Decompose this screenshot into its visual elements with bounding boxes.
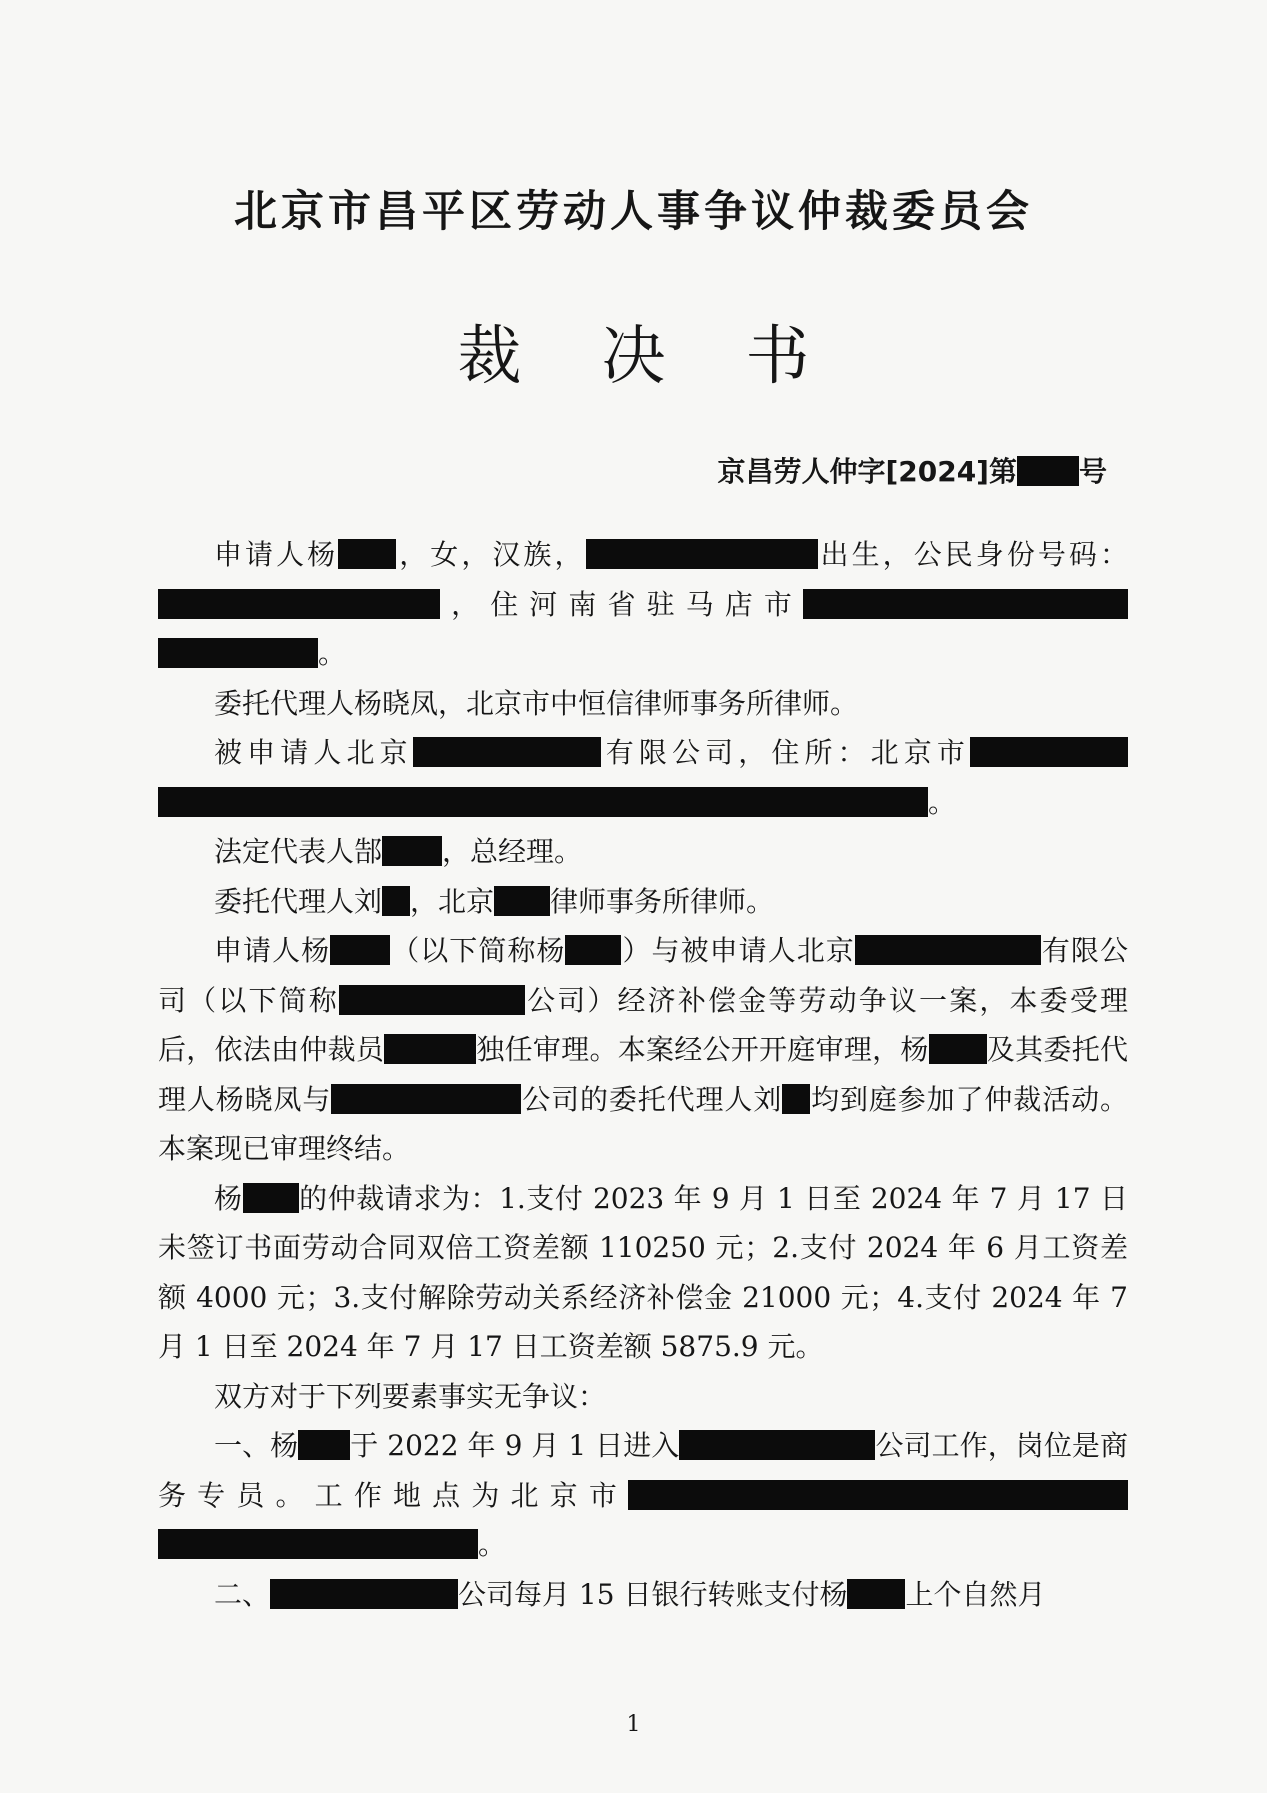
text: ，北京	[410, 884, 495, 918]
text: 公司工作，岗位是商务专员。工作地点为北京市	[158, 1429, 1128, 1512]
redaction-block	[158, 787, 928, 817]
text: 于 2022 年 9 月 1 日进入	[350, 1429, 680, 1462]
text: 二、	[214, 1577, 271, 1611]
paragraph-undisputed-heading: 双方对于下列要素事实无争议：	[214, 1379, 607, 1413]
text: 公司的委托代理人刘	[521, 1082, 783, 1116]
text: 及其委托代理人杨晓凤与	[158, 1033, 1128, 1116]
document-body	[158, 530, 1128, 1619]
redaction-block	[628, 1480, 1128, 1510]
text: 上个自然月	[905, 1577, 1046, 1611]
text: ，女，汉族，	[396, 538, 586, 571]
text: 。	[478, 1528, 507, 1561]
paragraph-fact-two	[158, 1570, 1128, 1620]
redaction-block	[1017, 456, 1079, 486]
redaction-block	[494, 886, 550, 916]
text: 。	[318, 637, 347, 670]
document-title: 裁决书	[457, 320, 890, 394]
text: 委托代理人刘	[214, 884, 383, 918]
redaction-block	[384, 1034, 476, 1064]
text: 申请人杨	[214, 538, 339, 571]
redaction-block	[847, 1579, 905, 1609]
text: 均到庭参加了仲裁活动。本案现已审理终结。	[158, 1082, 1128, 1165]
case-number-suffix: 号	[1078, 455, 1107, 488]
case-number-prefix: 京昌劳人仲字[2024]第	[717, 455, 1017, 488]
paragraph-claims	[158, 1174, 1128, 1372]
redaction-block	[298, 1430, 350, 1460]
redaction-block	[158, 1529, 478, 1559]
redaction-block	[382, 836, 442, 866]
paragraph-fact-one	[158, 1421, 1128, 1570]
text: 公司）经济补偿金等劳动争议一案，本委受理后，依法由仲裁员	[158, 983, 1128, 1066]
redaction-block	[382, 886, 410, 916]
text: 有限公司，住所：北京市	[600, 736, 970, 769]
paragraph-applicant	[158, 530, 1128, 679]
text: 杨	[214, 1181, 243, 1215]
redaction-block	[413, 737, 601, 767]
redaction-block	[243, 1183, 299, 1213]
text: 出生，公民身份号码：	[817, 538, 1128, 571]
paragraph-case-summary	[158, 926, 1128, 1174]
redaction-block	[782, 1084, 810, 1114]
redaction-block	[330, 935, 390, 965]
redaction-block	[270, 1579, 458, 1609]
text: 公司每月 15 日银行转账支付杨	[458, 1577, 848, 1611]
text: ，总经理。	[442, 835, 583, 868]
redaction-block	[970, 737, 1128, 767]
text: ，住河南省驻马店市	[440, 587, 803, 621]
redaction-block	[679, 1430, 875, 1460]
text: 法定代表人郜	[214, 835, 383, 868]
redaction-block	[158, 589, 440, 619]
text: 独任审理。本案经公开开庭审理，杨	[476, 1033, 929, 1066]
paragraph-respondent	[158, 728, 1128, 827]
text: 律师事务所律师。	[550, 884, 775, 918]
redaction-block	[803, 589, 1128, 619]
redaction-block	[339, 985, 525, 1015]
redaction-block	[565, 935, 621, 965]
text: 申请人杨	[214, 934, 331, 967]
paragraph-respondent-agent	[158, 877, 1128, 927]
text: ）与被申请人北京	[621, 934, 855, 967]
page-number: 1	[626, 1712, 641, 1737]
text: 有限公司（以下简称	[158, 934, 1128, 1017]
text: 被申请人北京	[214, 736, 413, 769]
redaction-block	[855, 935, 1041, 965]
redaction-block	[586, 539, 818, 569]
paragraph-legal-representative	[158, 827, 1128, 877]
text: 的仲裁请求为：1.支付 2023 年 9 月 1 日至 2024 年 7 月 17 日未签订书面劳动合同双倍工资差额 110250 元；2.支付 2024 年 6 月工资差额 4000 元；3.支付解除劳动关系经济补偿金 21000 元；4.支付 2024 年 7 月 1 日至 2024 年 7 月 17 日工资差额 5875.9 元。	[158, 1181, 1128, 1363]
paragraph-applicant-agent: 委托代理人杨晓凤，北京市中恒信律师事务所律师。	[214, 686, 859, 720]
redaction-block	[338, 539, 396, 569]
issuing-organization: 北京市昌平区劳动人事争议仲裁委员会	[234, 187, 1033, 237]
redaction-block	[158, 638, 318, 668]
text: 。	[928, 785, 957, 819]
text: （以下简称杨	[390, 934, 566, 967]
case-number	[717, 450, 1107, 490]
redaction-block	[331, 1084, 521, 1114]
text: 一、杨	[214, 1429, 299, 1462]
redaction-block	[929, 1034, 987, 1064]
